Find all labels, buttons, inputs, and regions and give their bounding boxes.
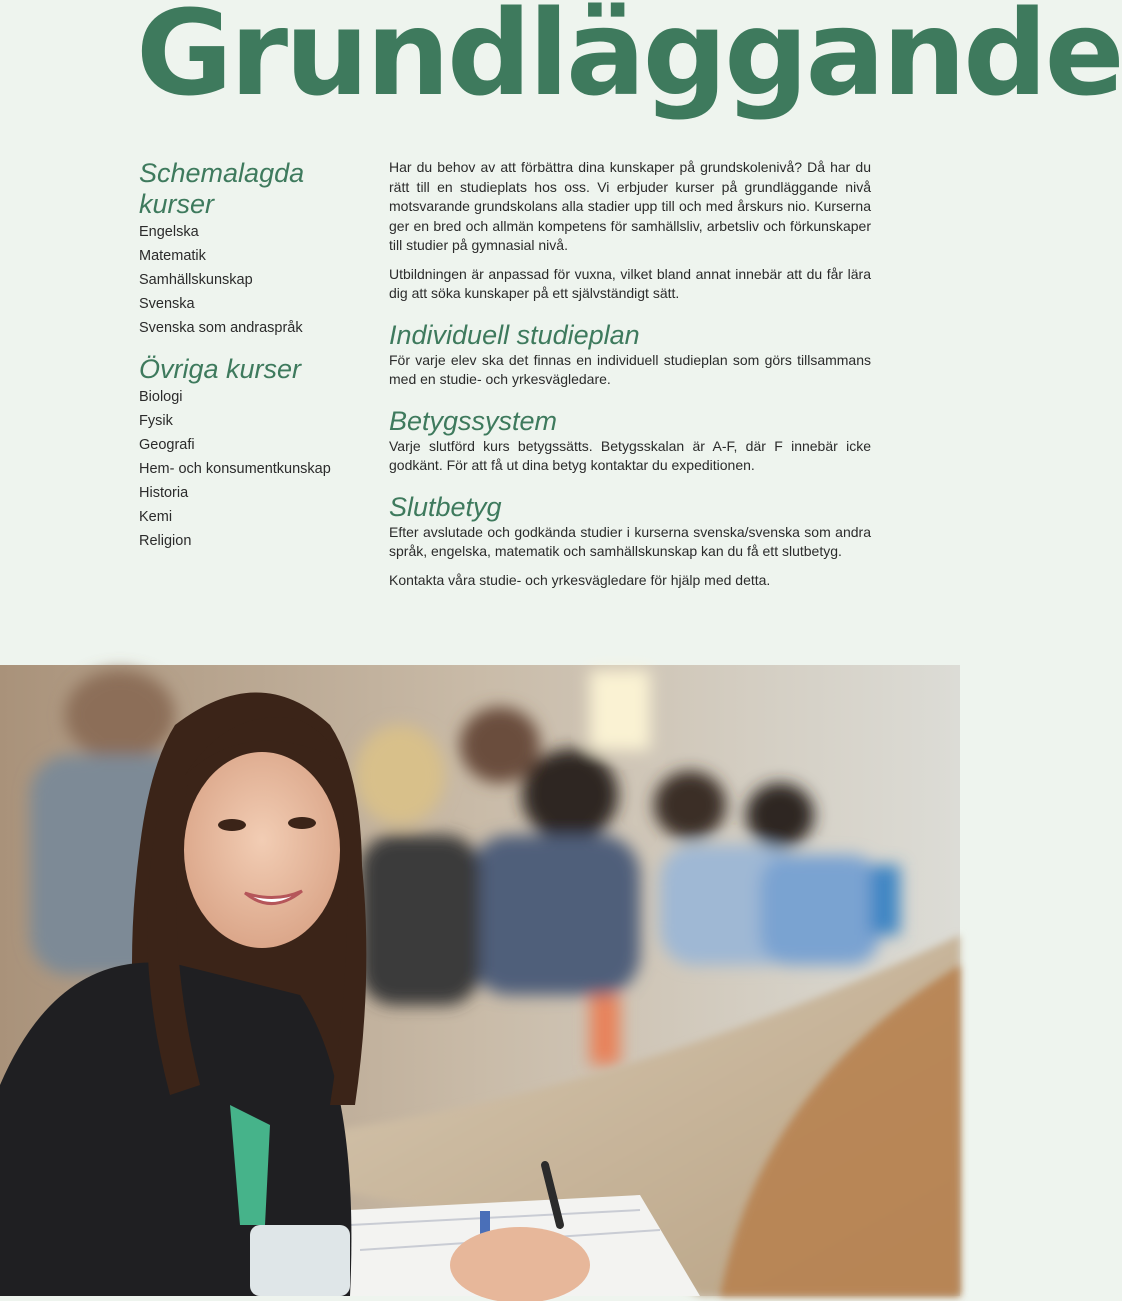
list-item: Geografi [139, 437, 195, 453]
list-item: Historia [139, 485, 189, 501]
list-item: Svenska som andraspråk [139, 320, 303, 336]
list-item: Fysik [139, 413, 173, 429]
final-grade-text: Efter avslutade och godkända studier i kurserna svenska/svenska som andra språk, engelska, matematik och samhällskunskap kan du få ett slutbetyg. [389, 523, 871, 559]
list-item: Engelska [139, 224, 199, 240]
individual-plan-heading: Individuell studieplan [389, 319, 640, 350]
other-course-list [139, 385, 369, 553]
page-title: Grundläggande [136, 0, 1122, 122]
grading-text: Varje slutförd kurs betygssätts. Betygsskalan är A-F, där F innebär icke godkänt. För att få ut dina betyg kontaktar du expeditionen. [389, 437, 871, 473]
other-courses-heading: Övriga kurser [139, 354, 302, 384]
final-grade-contact: Kontakta våra studie- och yrkesvägledare för hjälp med detta. [389, 571, 771, 588]
classroom-photo-illustration [0, 665, 960, 1296]
individual-plan-text: För varje elev ska det finnas en individuell studieplan som görs tillsammans med en studie- och yrkesvägledare. [389, 351, 871, 387]
classroom-photo [0, 665, 960, 1296]
scheduled-courses-heading: Schemalagda kurser [139, 158, 305, 219]
list-item: Samhällskunskap [139, 272, 253, 288]
list-item: Hem- och konsumentkunskap [139, 461, 331, 477]
list-item: Kemi [139, 509, 173, 525]
intro-paragraph: Har du behov av att förbättra dina kunskaper på grundskolenivå? Då har du rätt till en studieplats hos oss. Vi erbjuder kurser på grundläggande nivå motsvarande grundskolans alla stadier upp till och med årskurs nio. Kurserna ger en bred och allmän kompetens för samhällsliv, arbetsliv och förkunskaper till studier på gymnasial nivå. [389, 159, 871, 253]
scheduled-course-list [139, 220, 369, 340]
intro-paragraph-2: Utbildningen är anpassad för vuxna, vilket bland annat innebär att du får lära dig att söka kunskaper på ett självständigt sätt. [389, 265, 871, 301]
list-item: Biologi [139, 389, 183, 405]
list-item: Religion [139, 533, 192, 549]
list-item: Matematik [139, 248, 206, 264]
main-content [389, 158, 871, 599]
final-grade-heading: Slutbetyg [389, 491, 502, 522]
grading-heading: Betygssystem [389, 405, 558, 436]
course-sidebar [139, 158, 369, 553]
list-item: Svenska [139, 296, 195, 312]
